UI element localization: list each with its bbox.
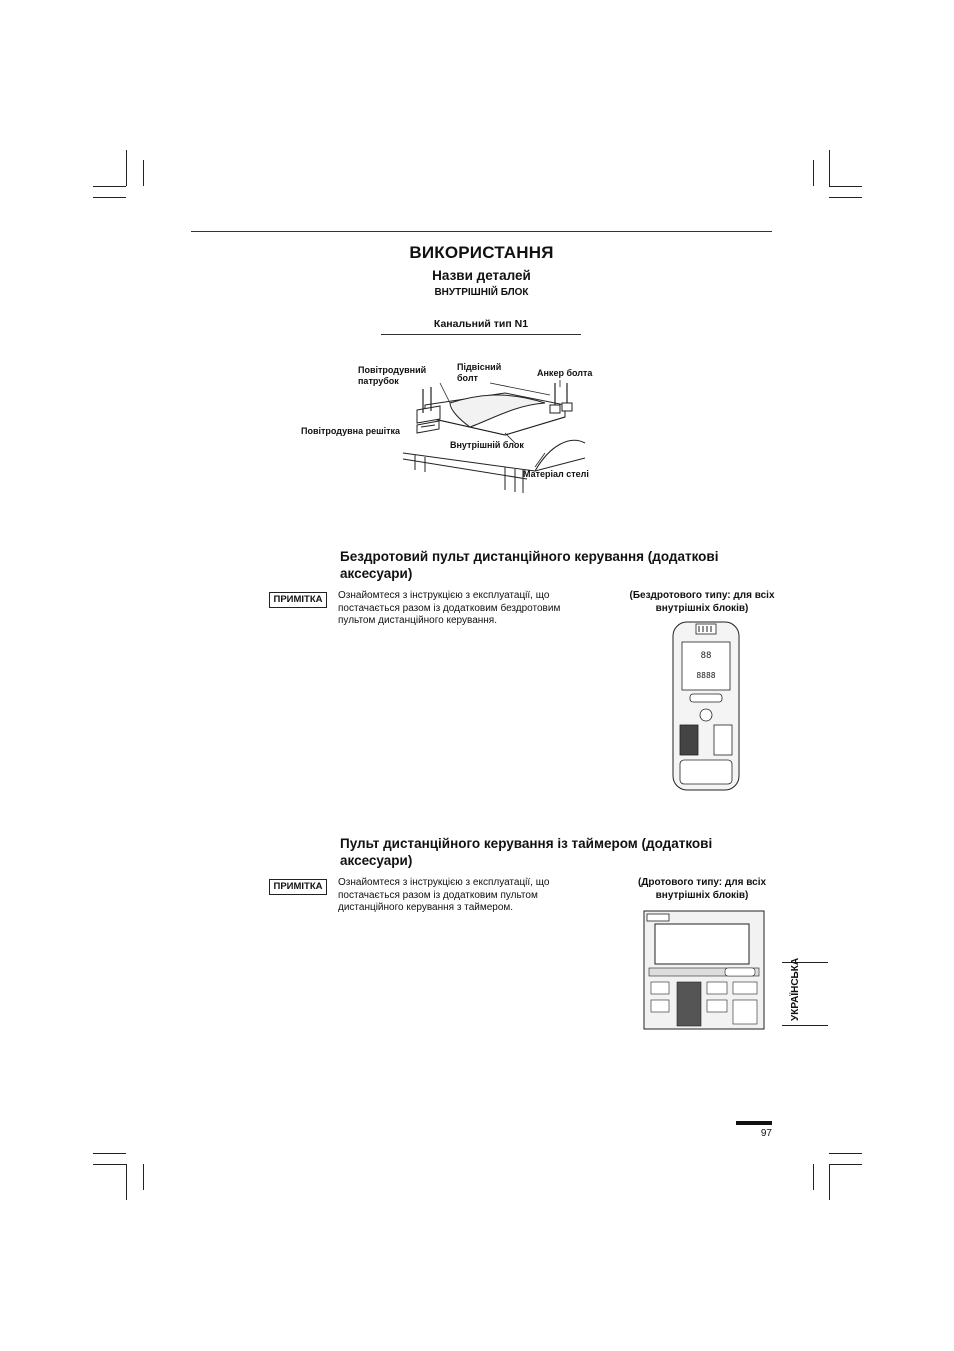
page-number: 97: [760, 1128, 772, 1139]
language-side-tab-label: УКРАЇНСЬКА: [790, 957, 801, 1021]
crop-mark: [829, 1164, 830, 1200]
page-number-bar: [736, 1121, 772, 1125]
label-ceiling-material: Матеріал стелі: [523, 469, 589, 479]
header-rule: [191, 231, 772, 232]
crop-mark: [829, 197, 862, 198]
crop-mark: [813, 160, 814, 186]
label-air-grille: Повітродувна решітка: [301, 426, 401, 436]
svg-text:8888: 8888: [696, 671, 716, 680]
crop-mark: [143, 160, 144, 186]
note-badge: ПРИМІТКА: [269, 592, 327, 608]
caption-underline: [381, 334, 581, 335]
label-indoor-unit: Внутрішній блок: [450, 440, 524, 450]
svg-text:88: 88: [700, 651, 712, 661]
crop-mark: [829, 1164, 862, 1165]
crop-mark: [93, 197, 126, 198]
crop-mark: [813, 1164, 814, 1190]
label-bolt-anchor: Анкер болта: [537, 368, 593, 378]
section-caps-heading: ВНУТРІШНІЙ БЛОК: [434, 287, 529, 298]
note-badge: ПРИМІТКА: [269, 879, 327, 895]
crop-mark: [93, 186, 126, 187]
section-subtitle: Назви деталей: [432, 268, 531, 283]
indoor-unit-caption: Канальний тип N1: [433, 318, 529, 330]
crop-mark: [829, 150, 830, 186]
crop-mark: [143, 1164, 144, 1190]
timer-remote-illustration: [643, 910, 765, 1030]
label-air-duct: Повітродувний патрубок: [358, 365, 427, 386]
note-text: Ознайомтеся з інструкцією з експлуатації, що постачається разом із додатковим бездротовим пультом дистанційного керування.: [338, 590, 561, 626]
wireless-remote-illustration: [670, 620, 742, 792]
crop-mark: [829, 1153, 862, 1154]
note-text: Ознайомтеся з інструкцією з експлуатації, що постачається разом із додатковим пультом дистанційного керування з таймером.: [338, 877, 550, 913]
timer-remote-caption: (Дротового типу: для всіх внутрішніх блоків): [637, 877, 767, 901]
crop-mark: [829, 186, 862, 187]
page-title: ВИКОРИСТАННЯ: [409, 243, 554, 262]
crop-mark: [126, 150, 127, 186]
crop-mark: [93, 1153, 126, 1154]
crop-mark: [126, 1164, 127, 1200]
timer-remote-heading: Пульт дистанційного керування із таймером (додаткові аксесуари): [340, 836, 713, 868]
wireless-remote-caption: (Бездротового типу: для всіх внутрішніх блоків): [629, 590, 775, 614]
language-side-tab: [782, 957, 828, 1026]
label-hanging-bolt: Підвісний болт: [457, 362, 502, 383]
crop-mark: [93, 1164, 126, 1165]
wireless-remote-heading: Бездротовий пульт дистанційного керування (додаткові аксесуари): [340, 549, 719, 581]
